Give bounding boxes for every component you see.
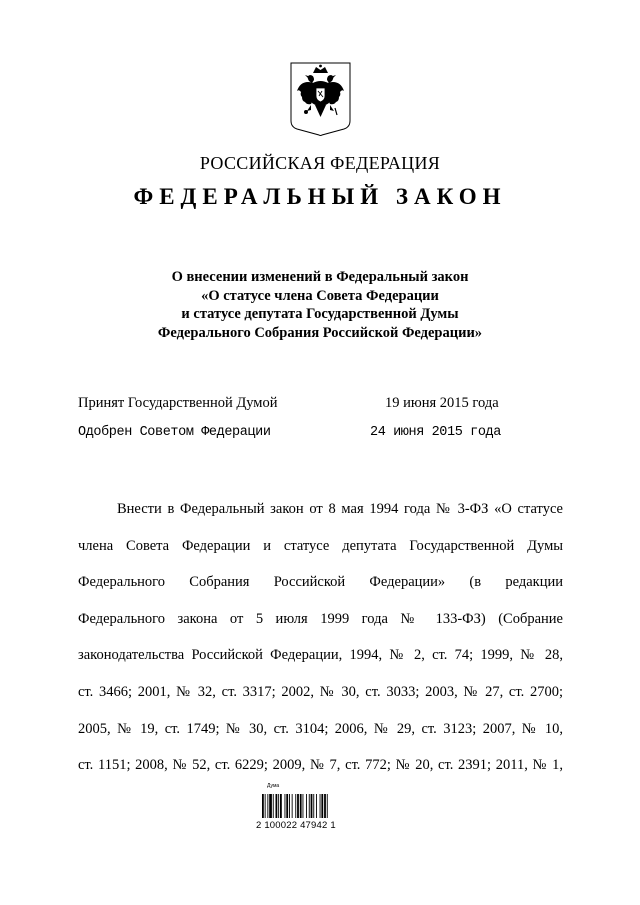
body-line: члена Совета Федерации и статусе депутата Государственной Думы: [78, 537, 563, 554]
law-title-line: О внесении изменений в Федеральный закон: [171, 269, 469, 285]
barcode-bar: [280, 794, 282, 818]
body-line: Федерального Собрания Российской Федерации» (в редакции: [78, 574, 563, 591]
barcode-bar: [320, 794, 321, 818]
body-paragraph: [78, 491, 563, 784]
body-line: ст. 1151; 2008, № 52, ст. 6229; 2009, № 7, ст. 772; № 20, ст. 2391; 2011, № 1,: [78, 757, 563, 774]
adoption-date: 19 июня 2015 года: [385, 395, 499, 411]
barcode-bar: [300, 794, 302, 818]
body-line: законодательства Российской Федерации, 1994, № 2, ст. 74; 1999, № 28,: [78, 647, 563, 664]
body-line: Внести в Федеральный закон от 8 мая 1994 года № 3-ФЗ «О статусе: [117, 501, 563, 517]
barcode: [256, 784, 386, 834]
law-title-line: «О статусе члена Совета Федерации: [201, 287, 439, 304]
document-type-heading: ФЕДЕРАЛЬНЫЙ ЗАКОН: [133, 184, 507, 209]
barcode-bar: [316, 794, 317, 818]
adoption-label: Принят Государственной Думой: [78, 395, 278, 411]
approved-by-council-row: [78, 425, 504, 440]
barcode-bar: [297, 794, 299, 818]
barcode-bar: [295, 794, 296, 818]
barcode-bar: [309, 794, 310, 818]
body-line: 2005, № 19, ст. 1749; № 30, ст. 3104; 2006, № 29, ст. 3123; 2007, № 10,: [78, 720, 563, 737]
barcode-bar: [289, 794, 290, 818]
barcode-bar: [276, 794, 278, 818]
barcode-bar: [303, 794, 304, 818]
barcode-number: 2 100022 47942 1: [256, 820, 336, 831]
barcode-bar: [269, 794, 272, 818]
country-heading: РОССИЙСКАЯ ФЕДЕРАЦИЯ: [199, 153, 441, 173]
barcode-bar: [324, 794, 326, 818]
barcode-bar: [286, 794, 288, 818]
barcode-bar: [292, 794, 293, 818]
body-line: ст. 3466; 2001, № 32, ст. 3317; 2002, № 30, ст. 3033; 2003, № 27, ст. 2700;: [78, 683, 563, 700]
barcode-bar: [265, 794, 266, 818]
law-title: [0, 268, 640, 342]
barcode-bar: [327, 794, 328, 818]
adopted-by-duma-row: [78, 395, 504, 412]
approval-label: Одобрен Советом Федерации: [78, 425, 271, 440]
barcode-bar: [313, 794, 314, 818]
barcode-bars: [262, 794, 352, 818]
barcode-bar: [306, 794, 307, 818]
approval-date: 24 июня 2015 года: [370, 425, 501, 440]
body-line: Федерального закона от 5 июля 1999 года № 133-ФЗ) (Собрание: [78, 610, 563, 627]
coat-of-arms-emblem: [289, 61, 352, 137]
barcode-bar: [278, 794, 279, 818]
barcode-bar: [273, 794, 274, 818]
barcode-small-label: Дума: [267, 783, 280, 789]
law-title-line: и статусе депутата Государственной Думы: [181, 306, 459, 322]
barcode-bar: [321, 794, 323, 818]
barcode-bar: [267, 794, 268, 818]
barcode-bar: [311, 794, 313, 818]
barcode-bar: [262, 794, 264, 818]
barcode-bar: [285, 794, 286, 818]
law-title-line: Федерального Собрания Российской Федерации»: [157, 324, 483, 341]
